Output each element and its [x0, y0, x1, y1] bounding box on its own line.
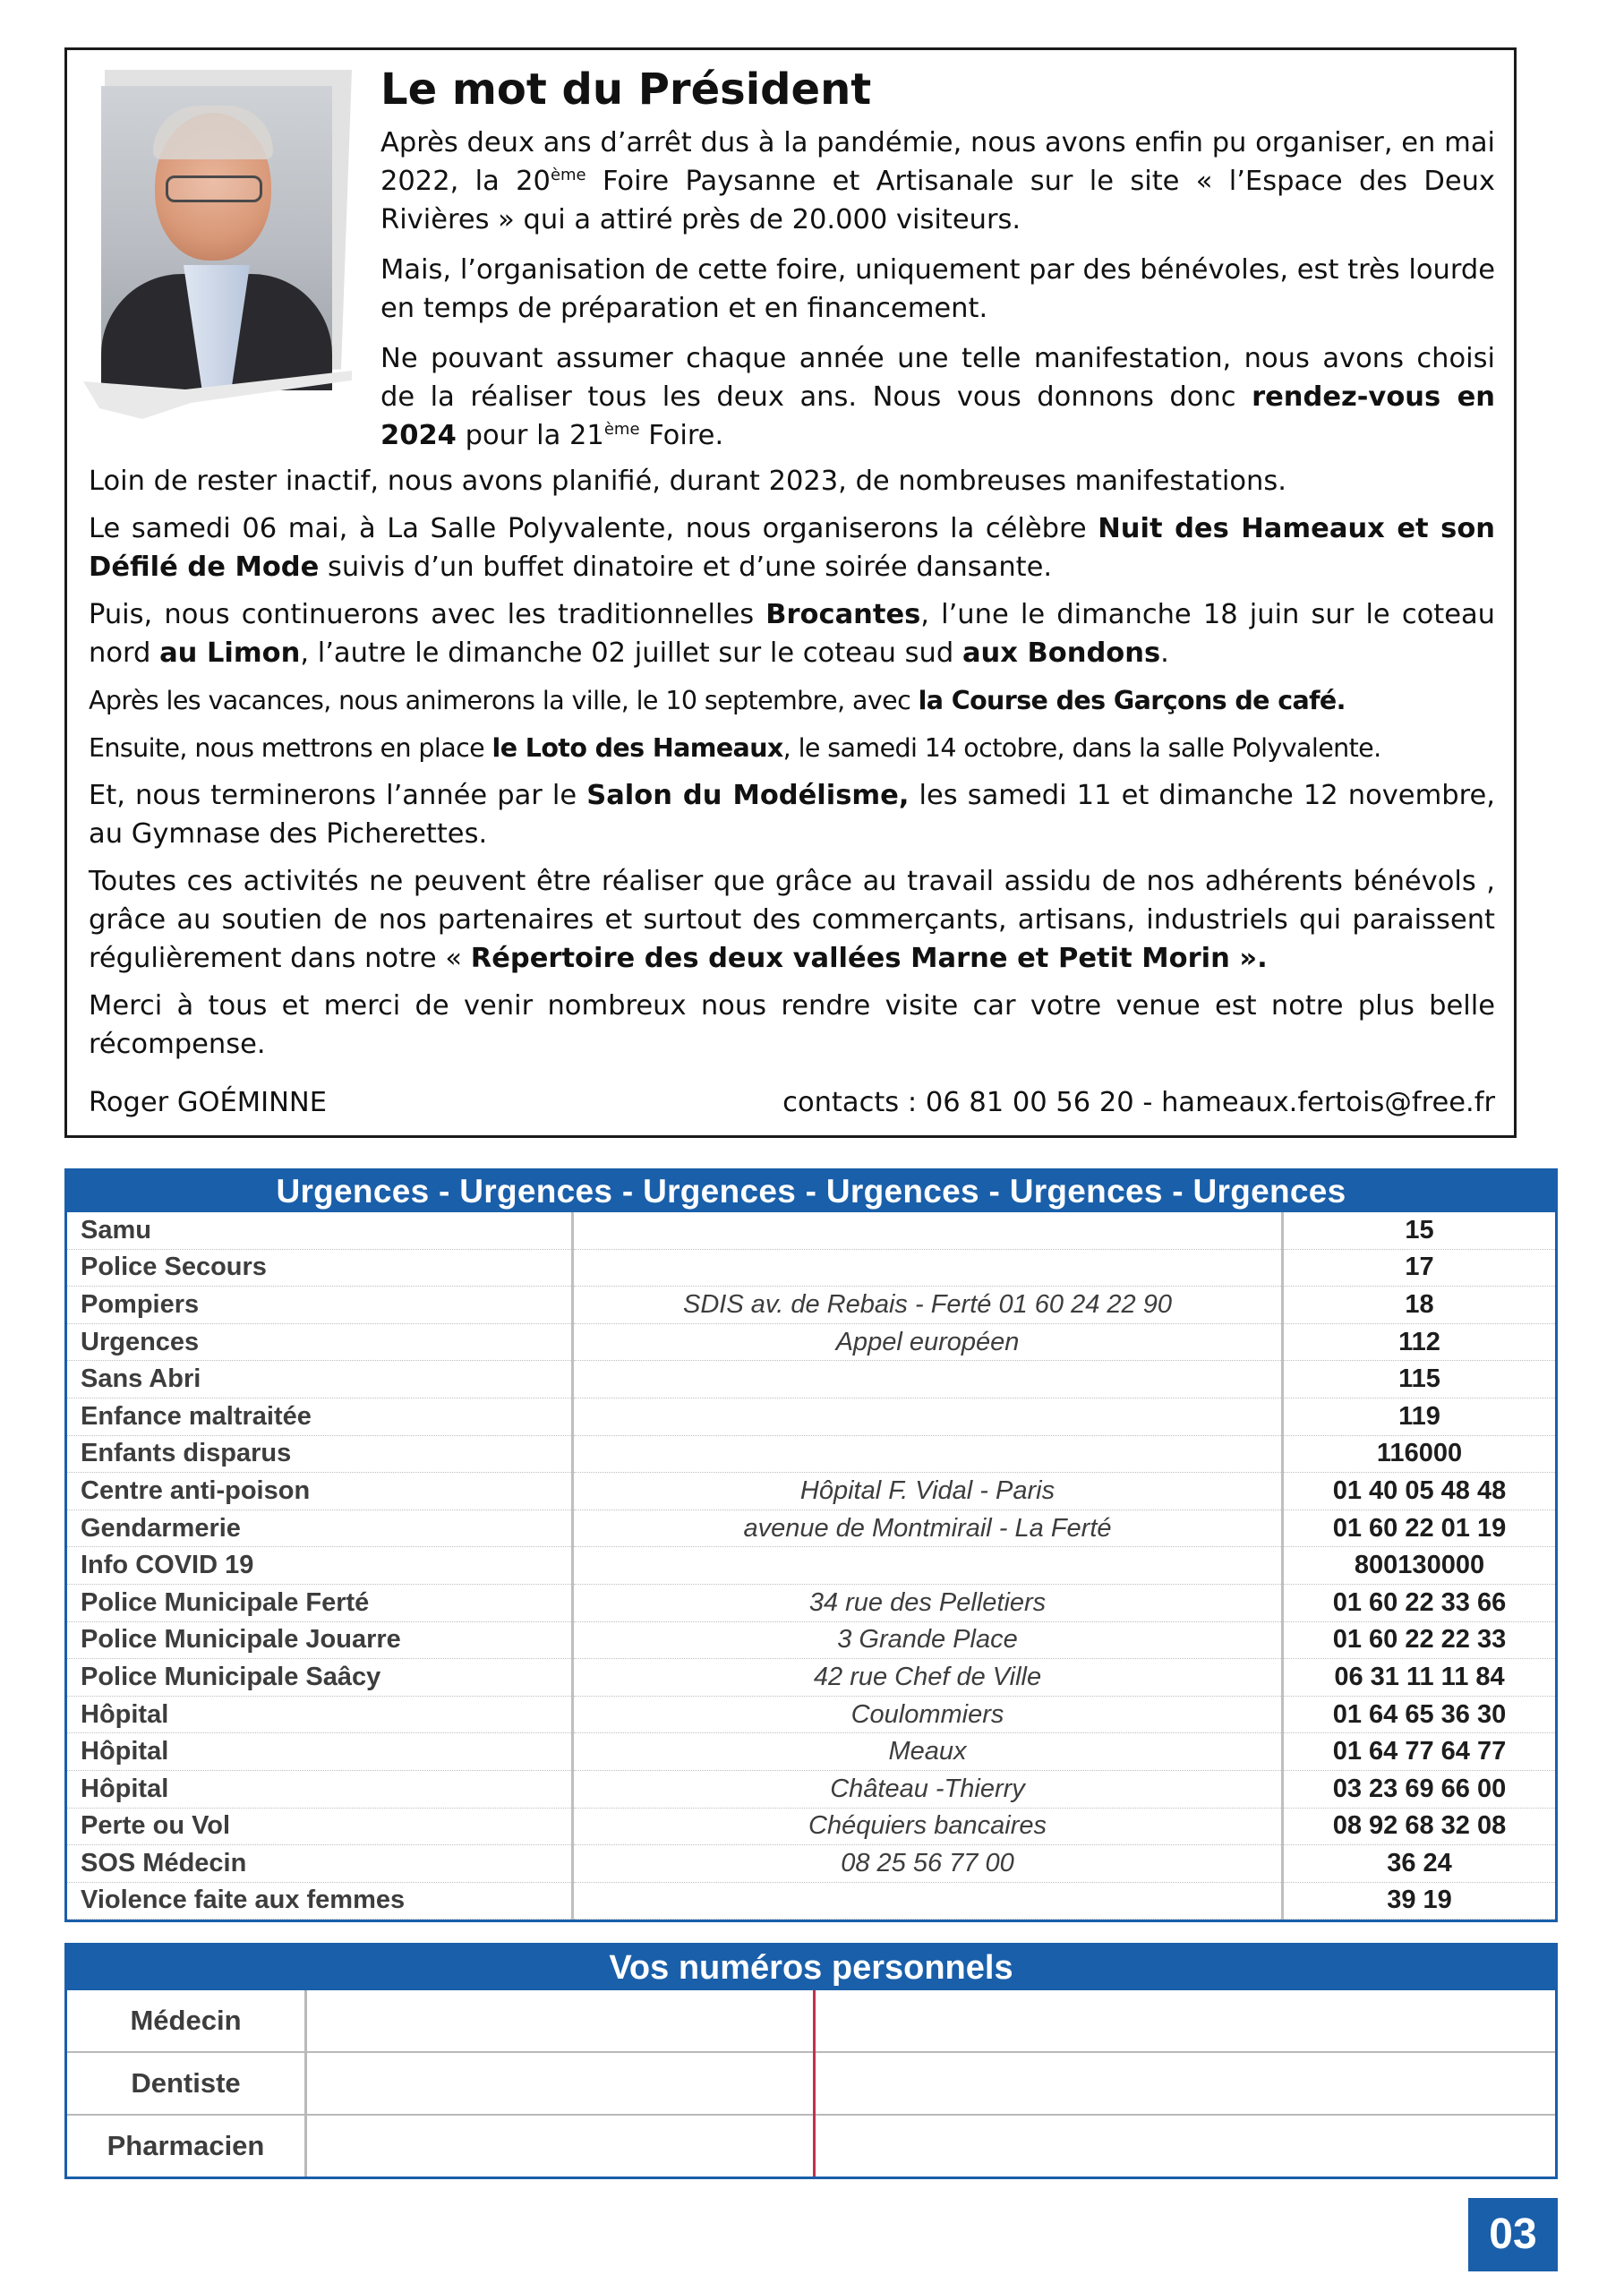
phone-number: 15 — [1283, 1212, 1556, 1249]
text: , l’une le dimanche 18 juin sur le coteau nord — [89, 599, 1495, 669]
service-name: Pompiers — [67, 1287, 573, 1324]
table-row — [67, 1808, 1555, 1845]
service-name: Enfants disparus — [67, 1435, 573, 1473]
service-info — [573, 1547, 1283, 1585]
paragraph — [89, 462, 1495, 500]
table-row — [67, 1696, 1555, 1733]
table-row — [67, 1990, 1555, 2052]
text: Et, nous terminerons l’année par le — [89, 780, 587, 811]
service-info — [573, 1249, 1283, 1287]
service-name: Police Municipale Jouarre — [67, 1621, 573, 1659]
blank-cell — [306, 2115, 815, 2177]
blank-cell — [306, 1990, 815, 2052]
text: Foire Paysanne et Artisanale sur le site « l’Espace des Deux Rivières » qui a attiré près de 20.000 visiteurs. — [380, 166, 1495, 235]
bold-text: Répertoire des deux vallées Marne et Petit Morin ». — [470, 943, 1268, 974]
personal-label: Médecin — [67, 1990, 306, 2052]
service-info: Meaux — [573, 1733, 1283, 1771]
superscript: ème — [603, 419, 640, 439]
bold-text: aux Bondons — [962, 637, 1161, 669]
table-row — [67, 2052, 1555, 2115]
service-info — [573, 1882, 1283, 1920]
paragraph — [89, 509, 1495, 586]
emergency-numbers-table — [64, 1168, 1558, 1922]
phone-number: 116000 — [1283, 1435, 1556, 1473]
text: Ne pouvant assumer chaque année une telle manifestation, nous avons choisi de la réaliser tous les deux ans. Nous vous donnons donc — [380, 343, 1495, 413]
phone-number: 17 — [1283, 1249, 1556, 1287]
bold-text: le Loto des Hameaux — [491, 733, 783, 763]
table-row — [67, 1398, 1555, 1435]
service-name: Urgences — [67, 1323, 573, 1361]
phone-number: 01 60 22 22 33 — [1283, 1621, 1556, 1659]
service-name: Info COVID 19 — [67, 1547, 573, 1585]
service-info: Coulommiers — [573, 1696, 1283, 1733]
service-info: 34 rue des Pelletiers — [573, 1584, 1283, 1621]
table-row — [67, 1621, 1555, 1659]
text: pour la 21 — [456, 420, 604, 451]
text: Merci à tous et merci de venir nombreux nous rendre visite car votre venue est notre plus belle récompense. — [89, 990, 1495, 1060]
text: les samedi 11 et dimanche 12 novembre, au Gymnase des Picherettes. — [89, 780, 1495, 850]
table-row — [67, 1212, 1555, 1249]
table-row — [67, 1249, 1555, 1287]
paragraph — [89, 862, 1495, 978]
service-name: Police Secours — [67, 1249, 573, 1287]
superscript: ème — [550, 165, 586, 184]
phone-number: 112 — [1283, 1323, 1556, 1361]
president-body — [89, 462, 1495, 1073]
paragraph — [380, 124, 1495, 239]
text: Après les vacances, nous animerons la ville, le 10 septembre, avec — [89, 686, 919, 715]
service-name: Hôpital — [67, 1770, 573, 1808]
service-name: SOS Médecin — [67, 1845, 573, 1883]
personal-label: Pharmacien — [67, 2115, 306, 2177]
paragraph — [380, 339, 1495, 455]
text: , l’autre le dimanche 02 juillet sur le coteau sud — [300, 637, 962, 669]
page-number: 03 — [1468, 2198, 1558, 2271]
service-name: Police Municipale Saâcy — [67, 1659, 573, 1697]
phone-number: 01 60 22 33 66 — [1283, 1584, 1556, 1621]
phone-number: 119 — [1283, 1398, 1556, 1435]
service-info: Chéquiers bancaires — [573, 1808, 1283, 1845]
text: Puis, nous continuerons avec les traditionnelles — [89, 599, 766, 630]
service-info — [573, 1361, 1283, 1398]
phone-number: 39 19 — [1283, 1882, 1556, 1920]
phone-number: 18 — [1283, 1287, 1556, 1324]
text: . — [1160, 637, 1169, 669]
text: Le samedi 06 mai, à La Salle Polyvalente, nous organiserons la célèbre — [89, 513, 1098, 544]
text: Foire. — [639, 420, 724, 451]
service-info — [573, 1398, 1283, 1435]
table-row — [67, 1509, 1555, 1547]
service-info: 42 rue Chef de Ville — [573, 1659, 1283, 1697]
phone-number: 36 24 — [1283, 1845, 1556, 1883]
bold-text: la Course des Garçons de café. — [918, 686, 1346, 715]
text: Toutes ces activités ne peuvent être réaliser que grâce au travail assidu de nos adhérents bénévols , grâce au soutien de nos partenaires et surtout des commerçants, artisans, industriels qui paraissent régulièrement dans notre « — [89, 866, 1495, 974]
service-info: SDIS av. de Rebais - Ferté 01 60 24 22 90 — [573, 1287, 1283, 1324]
table-row — [67, 1845, 1555, 1883]
phone-number: 01 64 77 64 77 — [1283, 1733, 1556, 1771]
service-name: Enfance maltraitée — [67, 1398, 573, 1435]
service-info: Hôpital F. Vidal - Paris — [573, 1473, 1283, 1510]
phone-number: 01 64 65 36 30 — [1283, 1696, 1556, 1733]
phone-number: 03 23 69 66 00 — [1283, 1770, 1556, 1808]
personal-numbers-table — [64, 1943, 1558, 2179]
president-photo — [83, 70, 352, 410]
table-row — [67, 1287, 1555, 1324]
paragraph — [380, 251, 1495, 328]
phone-number: 800130000 — [1283, 1547, 1556, 1585]
text: Mais, l’organisation de cette foire, uniquement par des bénévoles, est très lourde en temps de préparation et en financement. — [380, 254, 1495, 324]
blank-cell — [815, 2052, 1556, 2115]
paragraph — [89, 987, 1495, 1064]
phone-number: 06 31 11 11 84 — [1283, 1659, 1556, 1697]
table-row — [67, 1733, 1555, 1771]
phone-number: 01 60 22 01 19 — [1283, 1509, 1556, 1547]
service-info: Château -Thierry — [573, 1770, 1283, 1808]
service-info: avenue de Montmirail - La Ferté — [573, 1509, 1283, 1547]
text: Loin de rester inactif, nous avons planifié, durant 2023, de nombreuses manifestations. — [89, 466, 1286, 497]
service-name: Police Municipale Ferté — [67, 1584, 573, 1621]
signature-row — [89, 1087, 1495, 1118]
table-row — [67, 1547, 1555, 1585]
phone-number: 01 40 05 48 48 — [1283, 1473, 1556, 1510]
blank-cell — [306, 2052, 815, 2115]
bold-text: Brocantes — [765, 599, 921, 630]
personal-label: Dentiste — [67, 2052, 306, 2115]
signature: Roger GOÉMINNE — [89, 1087, 327, 1118]
president-title: Le mot du Président — [380, 64, 872, 115]
bold-text: rendez-vous en 2024 — [380, 381, 1495, 451]
president-intro — [380, 124, 1495, 466]
table-row — [67, 1435, 1555, 1473]
table-row — [67, 1659, 1555, 1697]
table-row — [67, 1323, 1555, 1361]
service-name: Violence faite aux femmes — [67, 1882, 573, 1920]
service-info: 08 25 56 77 00 — [573, 1845, 1283, 1883]
service-name: Hôpital — [67, 1733, 573, 1771]
bold-text: Nuit des Hameaux et son Défilé de Mode — [89, 513, 1495, 583]
contacts: contacts : 06 81 00 56 20 - hameaux.fertois@free.fr — [782, 1087, 1495, 1118]
service-name: Hôpital — [67, 1696, 573, 1733]
president-message-box — [64, 47, 1517, 1138]
personal-header: Vos numéros personnels — [67, 1946, 1555, 1990]
service-info: 3 Grande Place — [573, 1621, 1283, 1659]
service-info: Appel européen — [573, 1323, 1283, 1361]
paragraph — [89, 729, 1495, 767]
text: , le samedi 14 octobre, dans la salle Polyvalente. — [782, 733, 1381, 763]
service-name: Sans Abri — [67, 1361, 573, 1398]
service-name: Centre anti-poison — [67, 1473, 573, 1510]
text: suivis d’un buffet dinatoire et d’une soirée dansante. — [319, 552, 1053, 583]
table-row — [67, 1882, 1555, 1920]
phone-number: 08 92 68 32 08 — [1283, 1808, 1556, 1845]
phone-number: 115 — [1283, 1361, 1556, 1398]
text: Après deux ans d’arrêt dus à la pandémie, nous avons enfin pu organiser, en mai 2022, la 20 — [380, 127, 1495, 197]
paragraph — [89, 595, 1495, 672]
service-info — [573, 1212, 1283, 1249]
blank-cell — [815, 2115, 1556, 2177]
service-info — [573, 1435, 1283, 1473]
bold-text: au Limon — [159, 637, 301, 669]
paragraph — [89, 776, 1495, 853]
text: Ensuite, nous mettrons en place — [89, 733, 492, 763]
table-row — [67, 1473, 1555, 1510]
table-row — [67, 1770, 1555, 1808]
service-name: Samu — [67, 1212, 573, 1249]
emergency-header: Urgences - Urgences - Urgences - Urgences - Urgences - Urgences — [67, 1171, 1555, 1212]
table-row — [67, 1361, 1555, 1398]
service-name: Gendarmerie — [67, 1509, 573, 1547]
table-row — [67, 1584, 1555, 1621]
bold-text: Salon du Modélisme, — [586, 780, 910, 811]
table-row — [67, 2115, 1555, 2177]
service-name: Perte ou Vol — [67, 1808, 573, 1845]
paragraph — [89, 681, 1495, 720]
blank-cell — [815, 1990, 1556, 2052]
